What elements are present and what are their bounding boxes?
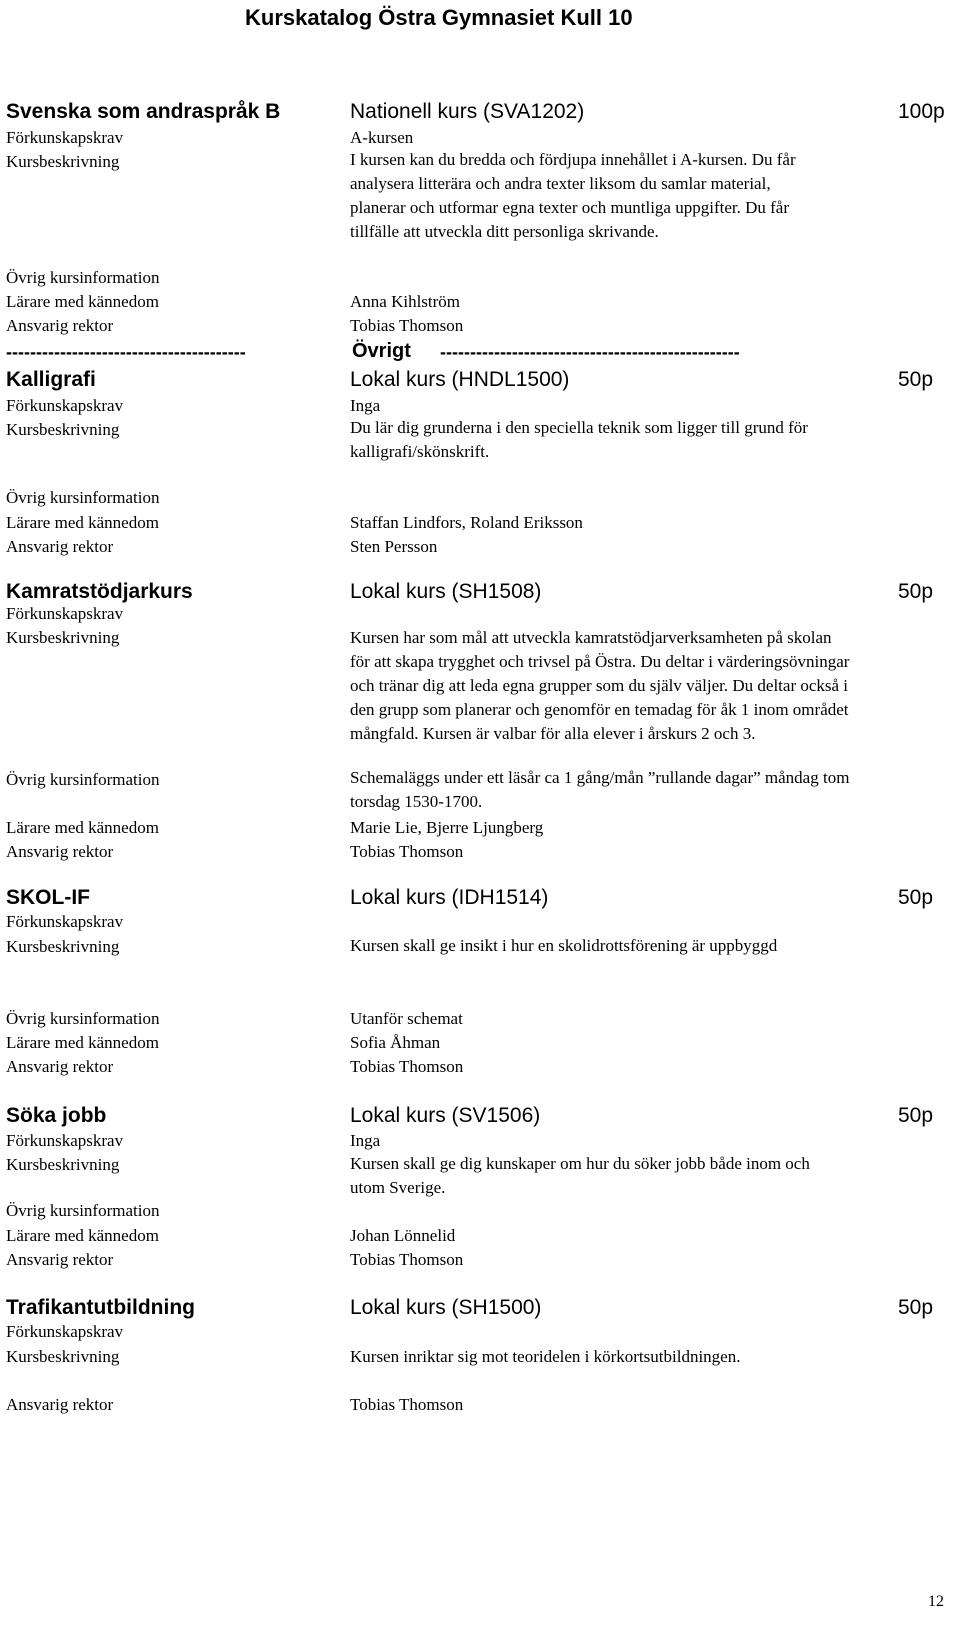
course-description: Kursen skall ge dig kunskaper om hur du söker jobb både inom och utom Sverige.	[350, 1154, 810, 1197]
label-description: Kursbeskrivning	[6, 420, 120, 439]
course-points: 50p	[898, 886, 934, 909]
label-description: Kursbeskrivning	[6, 1347, 120, 1366]
course-description: I kursen kan du bredda och fördjupa innehållet i A-kursen. Du får analysera litterära och andra texter liksom du samlar material, planerar och utformar egna texter och muntliga uppgifter. Du får tillfälle att utveckla ditt personliga skrivande.	[350, 150, 796, 241]
course-name: Trafikantutbildning	[6, 1296, 195, 1319]
label-principal: Ansvarig rektor	[6, 1057, 114, 1076]
course-type: Lokal kurs (IDH1514)	[350, 886, 549, 909]
label-teacher: Lärare med kännedom	[6, 1033, 159, 1052]
course-name: Kalligrafi	[6, 368, 96, 391]
course-points: 50p	[898, 1104, 934, 1127]
course-type: Lokal kurs (SV1506)	[350, 1104, 541, 1127]
label-teacher: Lärare med kännedom	[6, 292, 159, 311]
separator-right: --------------------------------------------------	[440, 342, 740, 362]
course-teacher: Anna Kihlström	[350, 292, 461, 311]
label-prereq: Förkunskapskrav	[6, 1131, 124, 1150]
course-prereq: A-kursen	[350, 128, 414, 147]
label-description: Kursbeskrivning	[6, 1155, 120, 1174]
label-principal: Ansvarig rektor	[6, 316, 114, 335]
course-description: Kursen har som mål att utveckla kamratstödjarverksamheten på skolan för att skapa trygghet och trivsel på Östra. Du deltar i värderingsövningar och tränar dig att leda egna grupper som du själv väljer. Du deltar också i den grupp som planerar och genomför en temadag för åk 1 inom området mångfald. Kursen är valbar för alla elever i årskurs 2 och 3.	[350, 628, 850, 743]
course-teacher: Johan Lönnelid	[350, 1226, 456, 1245]
course-teacher: Staffan Lindfors, Roland Eriksson	[350, 513, 583, 532]
label-other-info: Övrig kursinformation	[6, 268, 160, 287]
document-title: Kurskatalog Östra Gymnasiet Kull 10	[245, 5, 633, 30]
course-other-info: Utanför schemat	[350, 1009, 463, 1028]
label-principal: Ansvarig rektor	[6, 537, 114, 556]
course-principal: Tobias Thomson	[350, 1250, 464, 1269]
label-other-info: Övrig kursinformation	[6, 488, 160, 507]
course-type: Lokal kurs (SH1500)	[350, 1296, 542, 1319]
course-name: Söka jobb	[6, 1104, 107, 1127]
course-teacher: Marie Lie, Bjerre Ljungberg	[350, 818, 544, 837]
course-name: Svenska som andraspråk B	[6, 100, 281, 123]
label-teacher: Lärare med kännedom	[6, 1226, 159, 1245]
course-points: 50p	[898, 580, 934, 603]
label-prereq: Förkunskapskrav	[6, 604, 124, 623]
label-description: Kursbeskrivning	[6, 937, 120, 956]
label-principal: Ansvarig rektor	[6, 1250, 114, 1269]
label-prereq: Förkunskapskrav	[6, 396, 124, 415]
label-teacher: Lärare med kännedom	[6, 818, 159, 837]
course-principal: Tobias Thomson	[350, 842, 464, 861]
course-description: Kursen inriktar sig mot teoridelen i körkortsutbildningen.	[350, 1347, 741, 1366]
course-description: Kursen skall ge insikt i hur en skolidrottsförening är uppbyggd	[350, 936, 778, 955]
course-other-info: Schemaläggs under ett läsår ca 1 gång/mån ”rullande dagar” måndag tom torsdag 1530-1700.	[350, 768, 850, 811]
course-principal: Sten Persson	[350, 537, 438, 556]
label-principal: Ansvarig rektor	[6, 1395, 114, 1414]
label-prereq: Förkunskapskrav	[6, 1322, 124, 1341]
label-other-info: Övrig kursinformation	[6, 770, 160, 789]
course-name: SKOL-IF	[6, 886, 90, 909]
label-principal: Ansvarig rektor	[6, 842, 114, 861]
course-prereq: Inga	[350, 396, 381, 415]
separator-left: ----------------------------------------	[6, 342, 246, 362]
course-points: 100p	[898, 100, 945, 123]
course-principal: Tobias Thomson	[350, 1057, 464, 1076]
label-description: Kursbeskrivning	[6, 628, 120, 647]
course-description: Du lär dig grunderna i den speciella teknik som ligger till grund för kalligrafi/skönskrift.	[350, 418, 808, 461]
label-other-info: Övrig kursinformation	[6, 1201, 160, 1220]
label-prereq: Förkunskapskrav	[6, 912, 124, 931]
course-name: Kamratstödjarkurs	[6, 580, 193, 603]
course-principal: Tobias Thomson	[350, 316, 464, 335]
course-prereq: Inga	[350, 1131, 381, 1150]
course-teacher: Sofia Åhman	[350, 1033, 441, 1052]
label-teacher: Lärare med kännedom	[6, 513, 159, 532]
label-prereq: Förkunskapskrav	[6, 128, 124, 147]
course-points: 50p	[898, 1296, 934, 1319]
course-principal: Tobias Thomson	[350, 1395, 464, 1414]
label-other-info: Övrig kursinformation	[6, 1009, 160, 1028]
label-description: Kursbeskrivning	[6, 152, 120, 171]
section-heading: Övrigt	[352, 340, 411, 362]
course-type: Lokal kurs (SH1508)	[350, 580, 542, 603]
page-number: 12	[928, 1593, 944, 1610]
course-type: Lokal kurs (HNDL1500)	[350, 368, 570, 391]
course-type: Nationell kurs (SVA1202)	[350, 100, 585, 123]
course-points: 50p	[898, 368, 934, 391]
